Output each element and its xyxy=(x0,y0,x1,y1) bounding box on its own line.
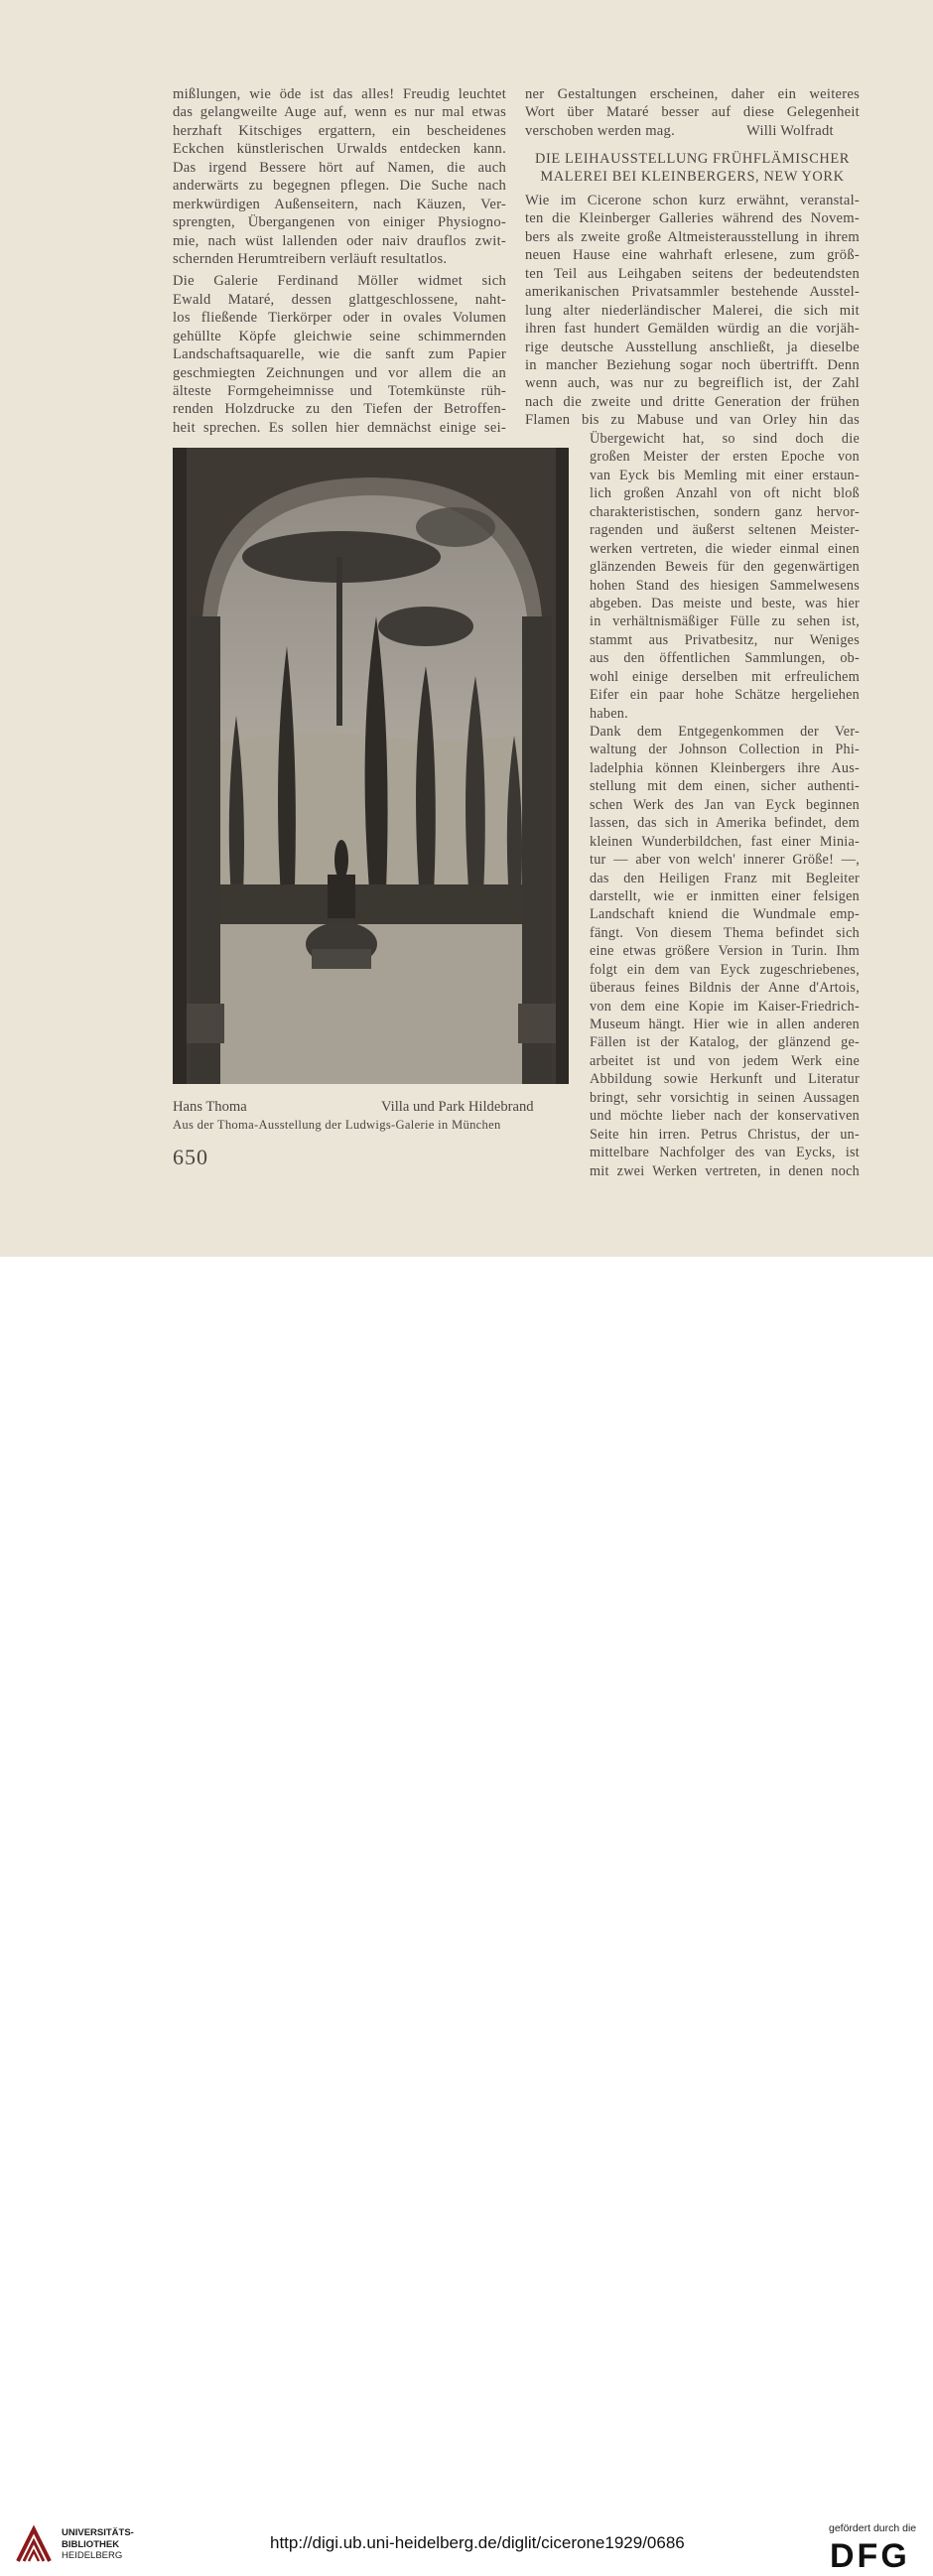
dfg-logo: DFG xyxy=(830,2537,910,2575)
text-line: mittelbare Nachfolger des van Eycks, ist xyxy=(590,1145,860,1161)
text-line: neuen Hause eine wahrhaft erlesene, zum größ- xyxy=(525,247,860,264)
text-line: großen Meister der ersten Epoche von xyxy=(590,449,860,466)
text-line: Dank dem Entgegenkommen der Ver- xyxy=(590,724,860,740)
text-line: bringt, sehr vorsichtig in seinen Aussagen xyxy=(590,1089,860,1106)
text-line: haben. xyxy=(590,705,628,722)
text-line: von dem eine Kopie im Kaiser-Friedrich- xyxy=(590,998,860,1015)
text-line: aus den öffentlichen Sammlungen, ob- xyxy=(590,650,860,667)
library-line-3: HEIDELBERG xyxy=(62,2550,123,2561)
text-line: mit zwei Werken vertreten, in denen noch xyxy=(590,1162,860,1179)
text-line: Museum hängt. Hier wie in allen anderen xyxy=(590,1017,860,1032)
text-line: merkwürdigen Außenseitern, nach Käuzen, Ver- xyxy=(173,196,506,212)
text-line: abgeben. Das meiste und beste, was hier xyxy=(590,595,860,611)
text-line: in mancher Beziehung sogar noch übertrifft. Denn xyxy=(525,356,860,373)
text-line: Wie im Cicerone schon kurz erwähnt, veranstal- xyxy=(525,193,860,208)
text-line: glänzenden Beweis für den gegenwärtigen xyxy=(590,559,860,576)
text-line: charakteristischen, sondern ganz hervor- xyxy=(590,503,860,520)
text-line: Ewald Mataré, dessen glattgeschlossene, naht- xyxy=(173,291,506,308)
text-line: anderwärts zu begegnen pflegen. Die Suche nach xyxy=(173,178,506,195)
text-line: Landschaft kniend die Wundmale emp- xyxy=(590,906,860,923)
text-line: hohen Stand des hiesigen Sammelwesens xyxy=(590,577,860,594)
text-line: Landschaftsaquarelle, wie die sanft zum Papier xyxy=(173,346,506,363)
source-url-link[interactable]: http://digi.ub.uni-heidelberg.de/diglit/cicerone1929/0686 xyxy=(270,2533,685,2552)
text-line: schen Werk des Jan van Eyck beginnen xyxy=(590,796,860,813)
text-line: waltung der Johnson Collection in Phi- xyxy=(590,742,860,758)
text-line: überaus feines Bildnis der Anne d'Artois, xyxy=(590,980,860,997)
text-line: lich großen Anzahl von oft nicht bloß xyxy=(590,485,860,502)
text-line: wohl einige derselben mit erfreulichem xyxy=(590,668,860,685)
library-line-2: BIBLIOTHEK xyxy=(62,2538,120,2550)
text-line: ragenden und äußerst seltenen Meister- xyxy=(590,522,860,539)
text-line: gehüllte Köpfe gleichwie seine schimmernden xyxy=(173,328,506,344)
text-line: van Eyck bis Memling mit einer erstaun- xyxy=(590,467,860,483)
text-line: in verhältnismäßiger Fülle zu sehen ist, xyxy=(590,613,860,630)
text-line: ner Gestaltungen erscheinen, daher ein weiteres xyxy=(525,86,860,102)
library-name xyxy=(62,2527,134,2562)
text-line: Eckchen künstlerischen Urwalds entdecken kann. xyxy=(173,141,506,158)
text-line: das den Heiligen Franz mit Begleiter xyxy=(590,870,860,886)
text-line: Wort über Mataré besser auf diese Gelegenheit xyxy=(525,104,860,121)
text-line: älteste Formgeheimnisse und Totemkünste rüh- xyxy=(173,383,506,399)
right-text-wide xyxy=(525,192,860,430)
text-line: nach die zweite und dritte Generation der frühen xyxy=(525,393,860,410)
text-line: werken vertreten, die wieder einmal einen xyxy=(590,540,860,557)
text-line: Das irgend Bessere hört auf Namen, die auch xyxy=(173,159,506,176)
painting-reproduction xyxy=(173,448,569,1084)
text-line: darstellt, wie er inmitten einer felsigen xyxy=(590,887,860,904)
text-line: mißlungen, wie öde ist das alles! Freudig leuchtet xyxy=(173,86,506,102)
digitization-footer xyxy=(0,1257,933,2575)
text-line: Seite hin irren. Petrus Christus, der un- xyxy=(590,1126,860,1143)
funded-by-label: gefördert durch die xyxy=(829,2522,917,2534)
text-line: wenn auch, was nur zu begreiflich ist, der Zahl xyxy=(525,375,860,392)
text-line: verschoben werden mag. xyxy=(525,122,675,139)
text-line: Die Galerie Ferdinand Möller widmet sich xyxy=(173,273,506,290)
caption-title: Villa und Park Hildebrand xyxy=(381,1099,534,1115)
text-line: Fällen ist der Katalog, der glänzend ge- xyxy=(590,1034,860,1051)
library-logo-icon xyxy=(12,2523,56,2567)
text-line: amerikanischen Privatsammler bestehende Ausstel- xyxy=(525,284,860,301)
text-line: tur — aber von welch' innerer Größe! —, xyxy=(590,852,860,869)
text-line: stellung mit dem einen, sicher authenti- xyxy=(590,778,860,795)
text-line: das gelangweilte Auge auf, wenn es nur mal etwas xyxy=(173,104,506,121)
text-line: mie, nach wüst lallenden oder naiv drauflos zwit- xyxy=(173,232,506,249)
author-signature: Willi Wolfradt xyxy=(746,123,834,139)
library-line-1: UNIVERSITÄTS- xyxy=(62,2527,134,2538)
text-line: folgt ein dem van Eyck zugeschriebenes, xyxy=(590,961,860,978)
text-line: lassen, das sich in Amerika befindet, dem xyxy=(590,815,860,832)
text-line: lung alter niederländischer Malerei, die sich mit xyxy=(525,302,860,319)
text-line: Abbildung sowie Herkunft und Literatur xyxy=(590,1071,860,1088)
text-line: fängt. Von diesem Thema befindet sich xyxy=(590,924,860,941)
text-line: ten Teil aus Leihgaben seitens der bedeutendsten xyxy=(525,265,860,282)
left-text-column xyxy=(173,85,506,437)
text-line: los fließende Tierkörper oder in ovales Volumen xyxy=(173,310,506,327)
right-text-narrow xyxy=(590,430,860,1180)
text-line: stammt aus Privatbesitz, nur Weniges xyxy=(590,631,860,648)
text-line: arbeitet ist und von jedem Werk eine xyxy=(590,1052,860,1069)
text-line: Flamen bis zu Mabuse und van Orley hin das xyxy=(525,412,860,429)
text-line: Übergewicht hat, so sind doch die xyxy=(590,431,860,447)
text-line: ladelphia können Kleinbergers ihre Aus- xyxy=(590,759,860,776)
villa-garden-image xyxy=(173,448,569,1084)
text-line: Eifer ein paar hohe Schätze hergeliehen xyxy=(590,687,860,704)
scanned-page xyxy=(0,0,933,1257)
text-line: geschmiegten Zeichnungen und vor allem die an xyxy=(173,364,506,381)
text-line: rige deutsche Ausstellung anschließt, ja dieselbe xyxy=(525,339,860,355)
text-line: und möchte lieber nach der konservativen xyxy=(590,1108,860,1125)
text-line: eine etwas größere Version in Turin. Ihm xyxy=(590,943,860,960)
caption-artist: Hans Thoma xyxy=(173,1099,247,1115)
text-line: sprengten, Übergangenen von einiger Physiogno- xyxy=(173,214,506,231)
text-line: ihren fast hundert Gemälden würdig an die vorjäh- xyxy=(525,321,860,338)
text-line: kleinen Wunderbildchen, fast einer Minia- xyxy=(590,833,860,850)
text-line: ten die Kleinberger Galleries während des Novem- xyxy=(525,210,860,227)
caption-source: Aus der Thoma-Ausstellung der Ludwigs-Galerie in München xyxy=(173,1118,501,1132)
article-heading-line-1: DIE LEIHAUSSTELLUNG FRÜHFLÄMISCHER xyxy=(534,151,850,167)
article-heading-line-2: MALEREI BEI KLEINBERGERS, NEW YORK xyxy=(540,169,845,185)
page-number: 650 xyxy=(173,1145,208,1169)
text-line: renden Holzdrucke zu den Tiefen der Betroffen- xyxy=(173,401,506,418)
text-line: heit sprechen. Es sollen hier demnächst einige sei- xyxy=(173,419,506,436)
text-line: bers als zweite große Altmeisterausstellung in ihrem xyxy=(525,228,860,245)
text-line: herzhaft Kitschiges ergattern, ein bescheidenes xyxy=(173,122,506,139)
text-line: schernden Herumtreibern verläuft resultatlos. xyxy=(173,250,448,267)
